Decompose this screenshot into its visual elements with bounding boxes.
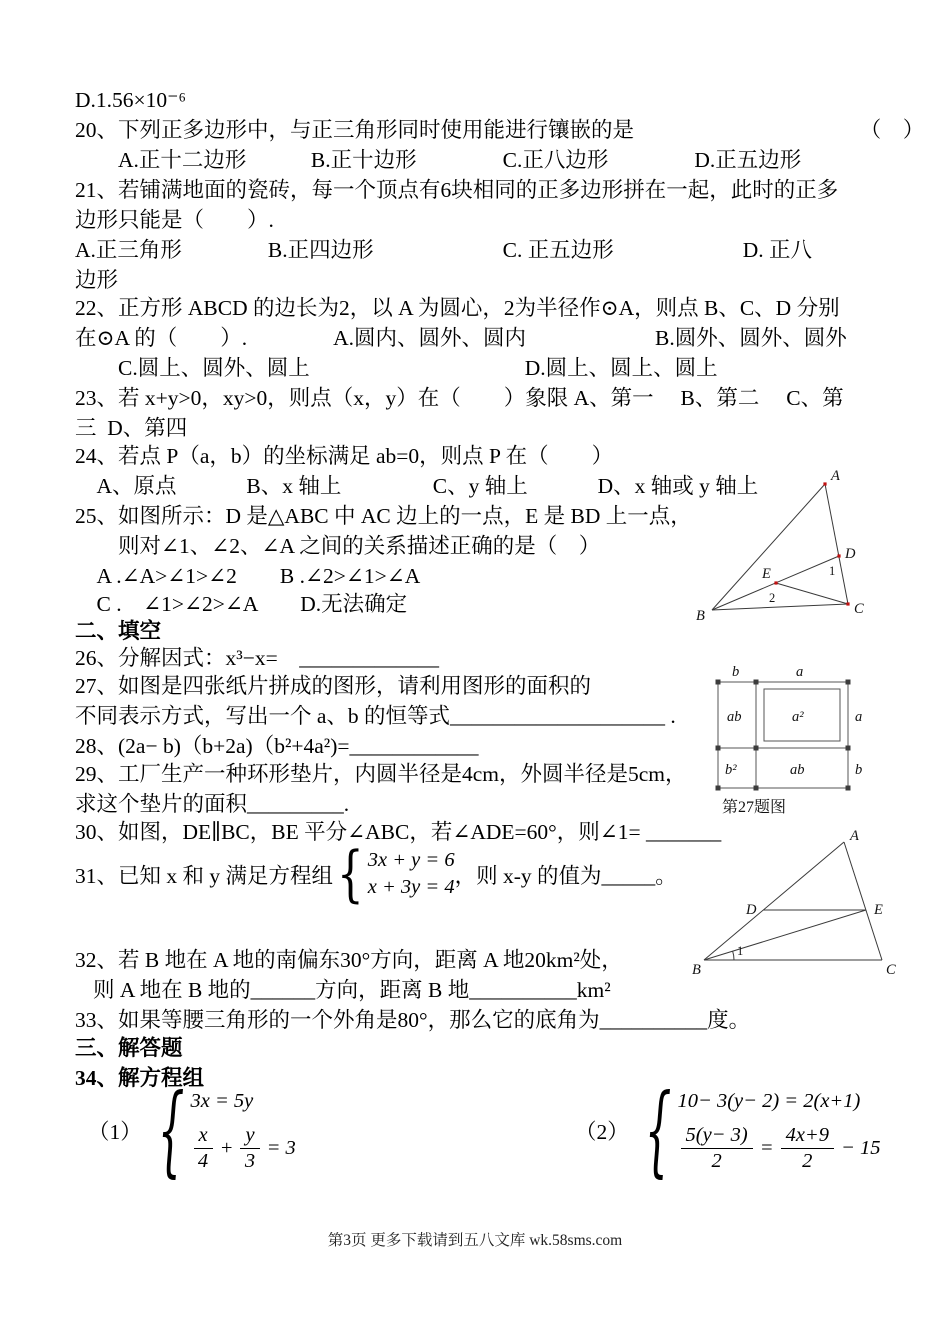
left-brace: { [644,1071,672,1187]
question-22-options-2: C.圆上、圆外、圆上 D.圆上、圆上、圆上 [75,356,718,380]
system-1-label: （1） [88,1120,142,1144]
figure-question-25 [692,466,877,634]
label-E: E [762,566,771,582]
question-33: 33、如果等腰三角形的一个外角是80°，那么它的底角为__________度。 [75,1008,751,1032]
question-21-options-cont: 边形 [75,268,119,292]
question-31 [75,837,677,909]
question-29-cont: 求这个垫片的面积_________. [75,792,350,816]
question-22: 22、正方形 ABCD 的边长为2，以 A 为圆心，2为半径作⊙A，则点 B、C、D 分别 [75,296,840,320]
question-24-options: A、原点 B、x 轴上 C、y 轴上 D、x 轴或 y 轴上 [75,474,759,498]
label-top-a: a [796,664,804,680]
label-B: B [692,962,701,978]
question-28: 28、(2a− b)（b+2a)（b²+4a²)=____________ [75,734,479,758]
question-27-cont: 不同表示方式，写出一个 a、b 的恒等式____________________ . [75,704,676,728]
equation-row-1: 10− 3(y− 2) = 2(x+1) [677,1090,861,1112]
question-23-cont: 三 D、第四 [75,416,188,440]
label-cell-b-squared: b² [725,762,737,778]
plus-operator: + [219,1136,234,1159]
question-29: 29、工厂生产一种环形垫片，内圆半径是4cm，外圆半径是5cm， [75,762,687,786]
label-right-a: a [855,709,863,725]
question-21: 21、若铺满地面的瓷砖，每一个顶点有6块相同的正多边形拼在一起，此时的正多 [75,178,839,202]
label-cell-ab-1: ab [727,709,742,725]
left-brace: { [337,837,364,909]
question-23: 23、若 x+y>0，xy>0，则点（x，y）在（ ）象限 A、第一 B、第二 C、第 [75,386,844,410]
question-24: 24、若点 P（a，b）的坐标满足 ab=0，则点 P 在（ ） [75,444,614,468]
equals-operator: = [759,1136,774,1159]
left-brace: { [157,1071,185,1187]
label-A: A [831,468,840,484]
label-angle-2: 2 [769,591,776,605]
equals-3: = 3 [266,1136,296,1159]
vertex-dots [774,482,849,605]
label-angle-1: 1 [829,564,836,578]
option-d-carryover: D.1.56×10⁻⁶ [75,88,186,112]
label-angle-1: 1 [737,944,744,958]
figure-question-30 [690,826,900,978]
label-A: A [850,828,859,844]
label-D: D [845,546,856,562]
equation-row-2 [678,1123,885,1173]
question-20-options: A.正十二边形 B.正十边形 C.正八边形 D.正五边形 [118,148,802,172]
triangle-abc-edges [704,842,882,960]
section-heading-fill-in: 二、填空 [75,619,162,643]
equation-system-2 [678,1088,885,1173]
label-top-b: b [732,664,740,680]
question-25-options-ab: A .∠A>∠1>∠2 B .∠2>∠1>∠A [75,564,421,588]
question-32: 32、若 B 地在 A 地的南偏东30°方向，距离 A 地20km²处， [75,948,623,972]
question-21-options: A.正三角形 B.正四边形 C. 正五边形 D. 正八 [75,238,812,262]
label-E: E [874,902,883,918]
question-22-options-1: 在⊙A 的（ ）. A.圆内、圆外、圆内 B.圆外、圆外、圆外 [75,326,847,350]
system-2-label: （2） [575,1120,629,1144]
question-30: 30、如图，DE∥BC，BE 平分∠ABC，若∠ADE=60°，则∠1= _______ [75,820,722,844]
fraction-4x9-over-2: $\frac{4x+9}{2}$ [781,1123,834,1173]
label-B: B [696,608,705,624]
label-C: C [886,962,896,978]
page-footer: 第3页 更多下载请到五八文库 wk.58sms.com [327,1232,623,1249]
fraction-5y3-over-2: $\frac{5(y- 3)}{2}$ [681,1123,753,1173]
figure-question-27 [710,660,875,818]
question-25-options-cd: C . ∠1>∠2>∠A D.无法确定 [75,592,408,616]
label-cell-a-squared: a² [792,709,804,725]
fraction-x-over-4: $\frac{x}{4}$ [194,1123,213,1173]
square-grid-edges [718,682,848,788]
question-26: 26、分解因式：x³−x= _____________ [75,646,439,670]
label-D: D [746,902,757,918]
question-20: 20、下列正多边形中，与正三角形同时使用能进行镶嵌的是 （ ） [75,118,925,142]
question-32-cont: 则 A 地在 B 地的______方向，距离 B 地__________km² [93,978,611,1002]
triangle-abc-edges [712,484,848,610]
question-31-text-before: 31、已知 x 和 y 满足方程组 [75,863,334,888]
figure-27-caption: 第27题图 [722,799,787,816]
section-heading-answer: 三、解答题 [75,1036,183,1060]
question-21-cont: 边形只能是（ ）. [75,208,274,232]
label-cell-ab-2: ab [790,762,805,778]
fraction-y-over-3: $\frac{y}{3}$ [240,1123,259,1173]
equation-system-q31 [368,847,455,901]
question-31-text-after: ，则 x-y 的值为_____。 [454,863,677,888]
minus-15: − 15 [841,1136,881,1159]
question-25-cont: 则对∠1、∠2、∠A 之间的关系描述正确的是（ ） [75,534,601,558]
equation-system-1 [191,1088,300,1173]
question-25: 25、如图所示：D 是△ABC 中 AC 边上的一点，E 是 BD 上一点， [75,504,692,528]
equation-row-2: x + 3y = 4 [367,876,455,898]
equation-row-1: 3x = 5y [190,1090,254,1112]
label-C: C [854,601,864,617]
question-34-system-2 [575,1071,884,1187]
question-34: 34、解方程组 [75,1066,205,1090]
equation-row-1: 3x + y = 6 [367,849,455,871]
question-27: 27、如图是四张纸片拼成的图形，请利用图形的面积的 [75,674,592,698]
label-right-b: b [855,762,863,778]
equation-row-2 [191,1123,300,1173]
